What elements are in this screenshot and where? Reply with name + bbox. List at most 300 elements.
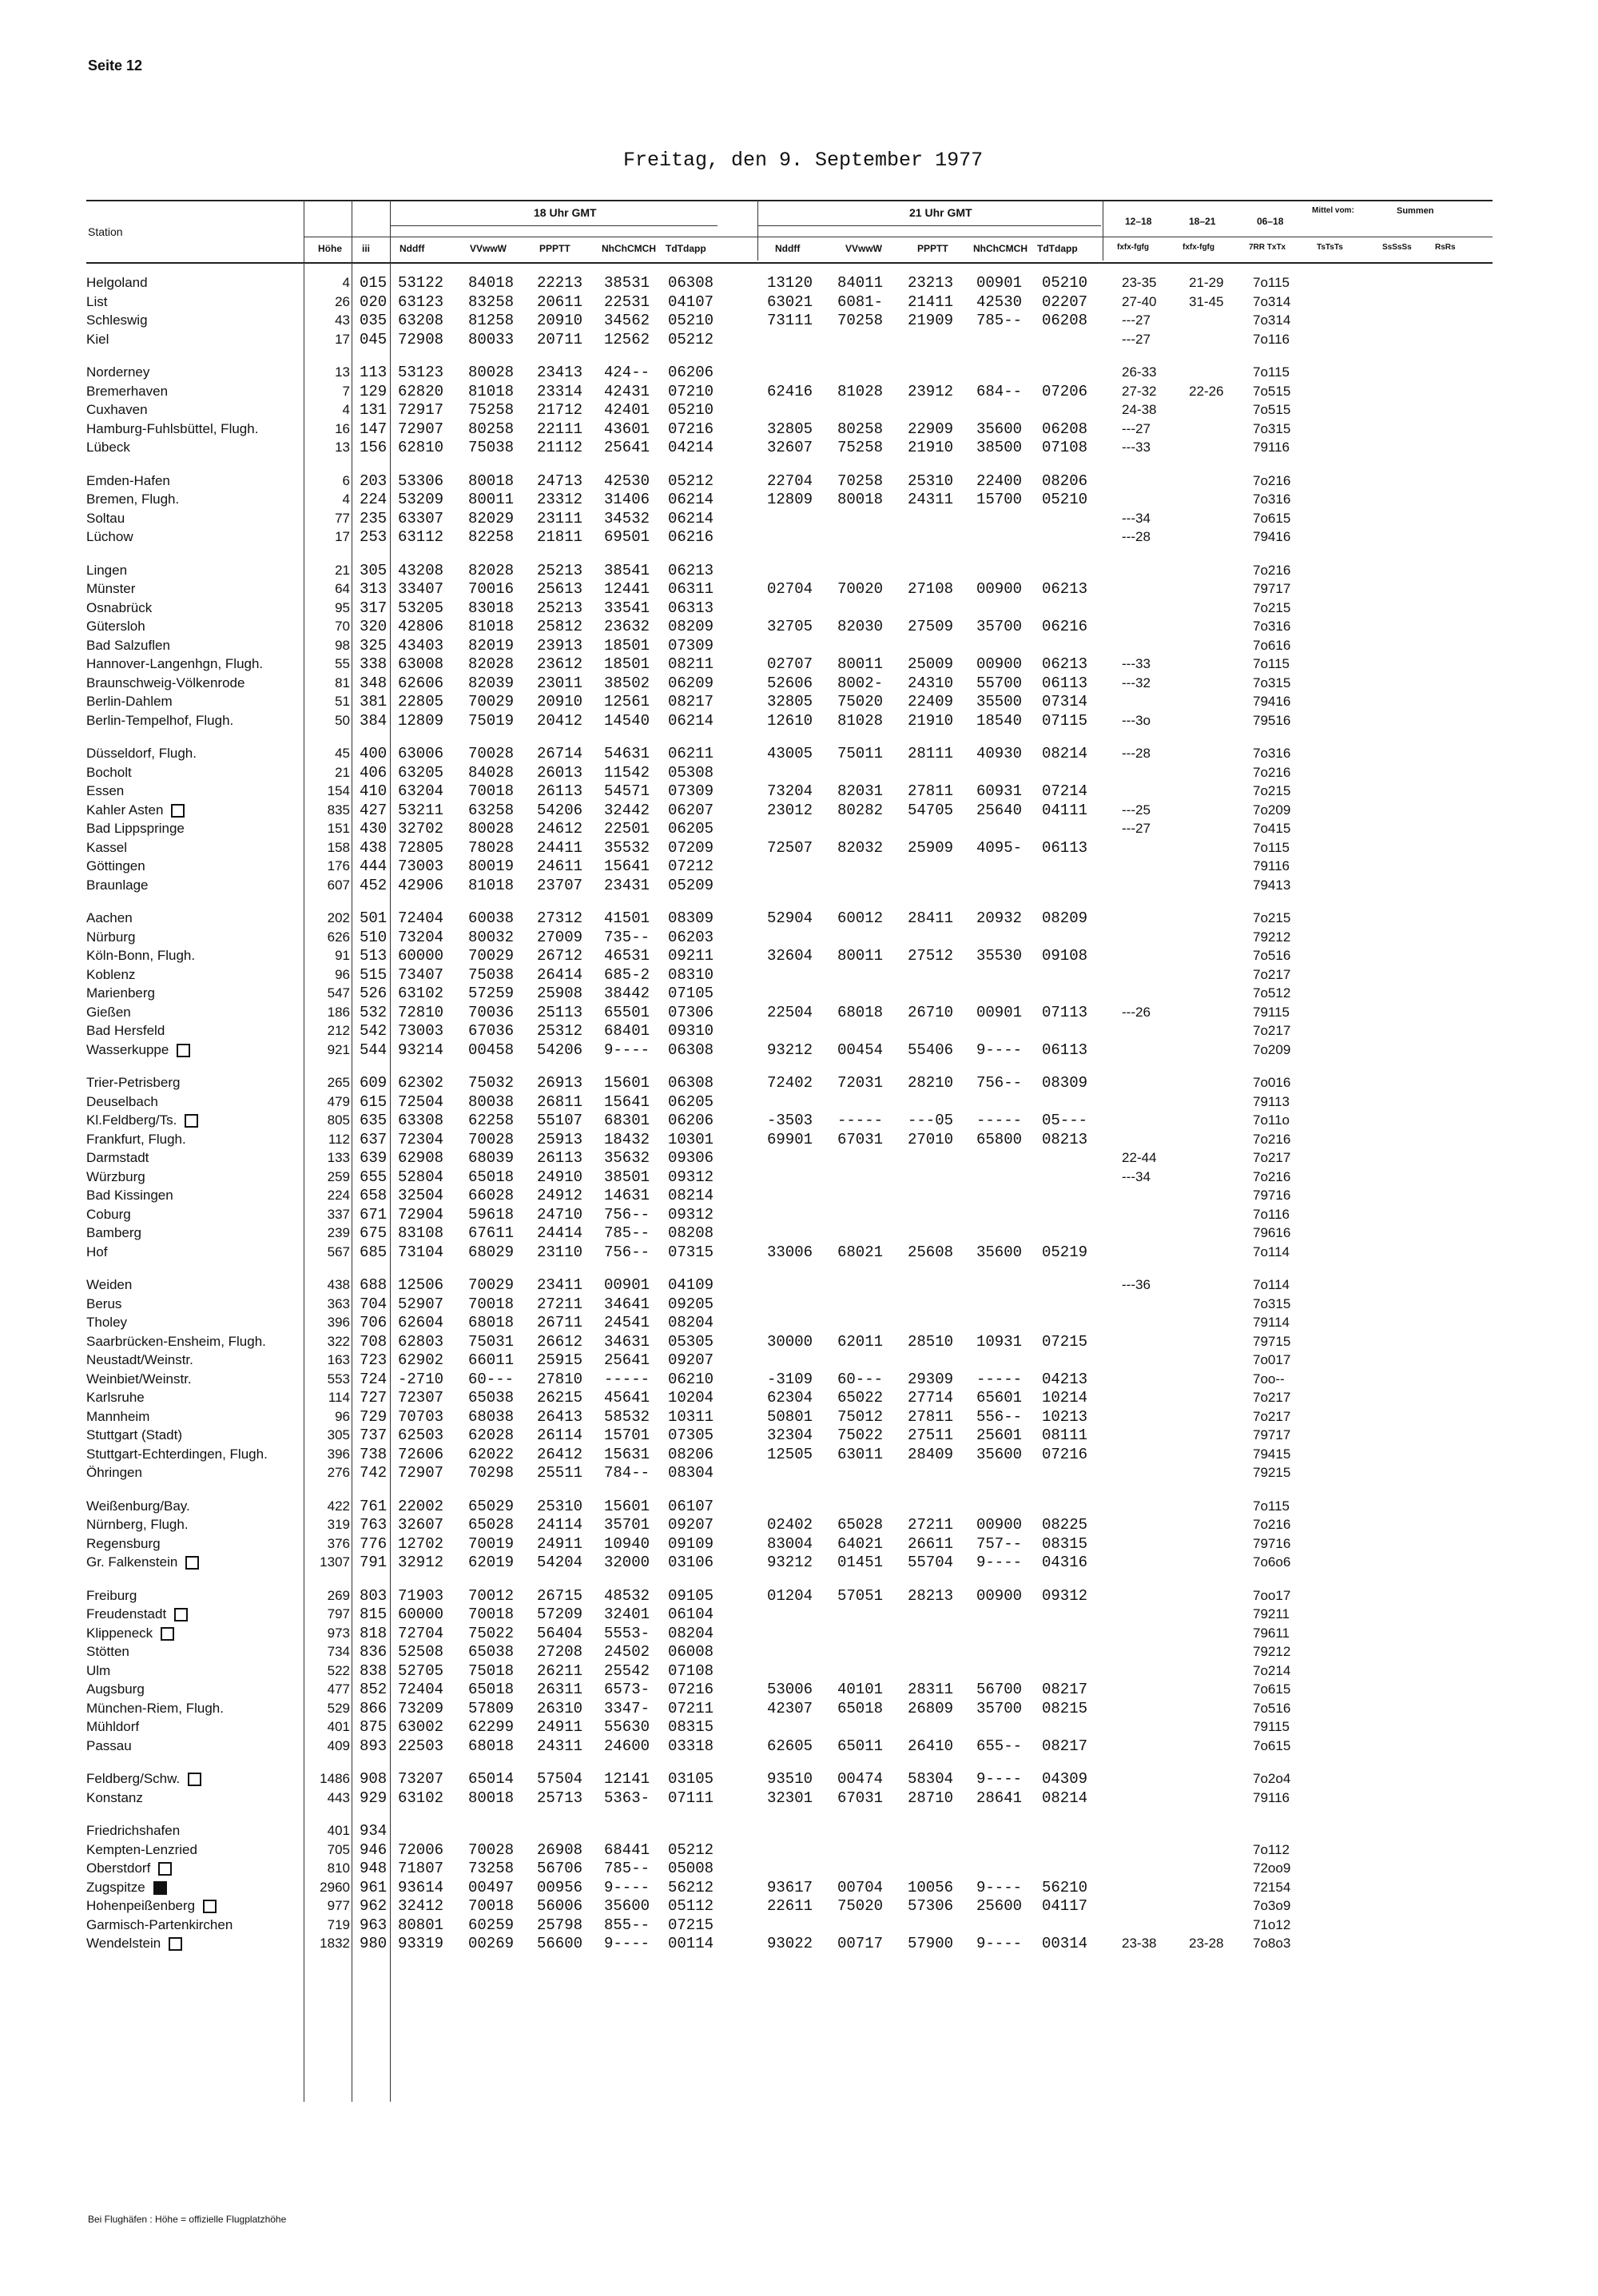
station-name: München-Riem, Flugh. bbox=[86, 1700, 224, 1716]
obs-18-4: 07111 bbox=[668, 1789, 714, 1807]
obs-18-4: 09310 bbox=[668, 1022, 714, 1040]
obs-18-0: 53122 bbox=[398, 274, 444, 292]
obs-18-4: 08209 bbox=[668, 618, 714, 635]
period-06-18: 7o017 bbox=[1253, 1352, 1291, 1367]
obs-18-1: 82258 bbox=[468, 528, 515, 546]
table-row bbox=[86, 1004, 1493, 1021]
obs-18-3: 38501 bbox=[604, 1168, 650, 1186]
obs-18-4: 07315 bbox=[668, 1243, 714, 1261]
table-row bbox=[86, 1314, 1493, 1331]
station-name: Hof bbox=[86, 1244, 108, 1259]
obs-21-4: 08217 bbox=[1042, 1681, 1088, 1698]
obs-18-2: 27810 bbox=[537, 1370, 583, 1388]
station-height: 186 bbox=[327, 1004, 350, 1020]
empty-square-icon bbox=[188, 1773, 201, 1786]
obs-21-4: 06113 bbox=[1042, 674, 1088, 692]
obs-21-0: 93510 bbox=[767, 1770, 813, 1788]
obs-18-1: 82028 bbox=[468, 655, 515, 673]
obs-18-0: 53211 bbox=[398, 801, 444, 819]
obs-18-0: 32607 bbox=[398, 1516, 444, 1534]
obs-18-0: 62503 bbox=[398, 1427, 444, 1444]
obs-18-1: 00269 bbox=[468, 1935, 515, 1952]
obs-18-1: 62258 bbox=[468, 1112, 515, 1129]
station-height: 51 bbox=[335, 694, 350, 709]
empty-square-icon bbox=[158, 1862, 172, 1876]
obs-21-4: 04111 bbox=[1042, 801, 1088, 819]
obs-18-4: 09105 bbox=[668, 1586, 714, 1605]
period-06-18: 7o512 bbox=[1253, 985, 1291, 1001]
obs-18-4: 07210 bbox=[668, 382, 714, 400]
table-row bbox=[86, 802, 1493, 819]
station-index: 639 bbox=[360, 1149, 388, 1167]
obs-21-2: 55406 bbox=[908, 1041, 954, 1059]
station-height: 305 bbox=[327, 1427, 350, 1442]
station-name: Passau bbox=[86, 1737, 132, 1753]
table-row bbox=[86, 1131, 1493, 1148]
station-index: 948 bbox=[360, 1860, 388, 1877]
obs-18-2: 24910 bbox=[537, 1168, 583, 1186]
station-name: Schleswig bbox=[86, 312, 148, 328]
obs-21-0: 52904 bbox=[767, 909, 813, 927]
period-06-18: 7o314 bbox=[1253, 293, 1291, 309]
station-height: 835 bbox=[327, 802, 350, 818]
obs-18-4: 06311 bbox=[668, 580, 714, 598]
obs-21-2: 57306 bbox=[908, 1897, 954, 1915]
obs-18-4: 06214 bbox=[668, 491, 714, 508]
obs-21-4: 06113 bbox=[1042, 838, 1088, 857]
period-06-18: 72oo9 bbox=[1253, 1860, 1291, 1876]
table-row bbox=[86, 1351, 1493, 1369]
station-name: Coburg bbox=[86, 1206, 131, 1222]
table-row bbox=[86, 1276, 1493, 1294]
station-index: 615 bbox=[360, 1092, 388, 1111]
col-s2: fxfx-fgfg bbox=[1183, 243, 1214, 252]
period-06-18: 7o215 bbox=[1253, 910, 1291, 925]
obs-18-1: 80258 bbox=[468, 420, 515, 438]
obs-18-4: 06214 bbox=[668, 711, 714, 730]
station-name: Cuxhaven bbox=[86, 402, 148, 417]
station-index: 253 bbox=[360, 528, 388, 546]
table-row bbox=[86, 1022, 1493, 1040]
obs-18-1: 81018 bbox=[468, 382, 515, 400]
obs-18-2: 26908 bbox=[537, 1840, 583, 1859]
obs-21-4: 06213 bbox=[1042, 655, 1088, 673]
obs-18-3: 23431 bbox=[604, 876, 650, 894]
obs-18-0: 12809 bbox=[398, 711, 444, 730]
page-number: Seite 12 bbox=[88, 58, 143, 74]
obs-18-4: 07212 bbox=[668, 858, 714, 875]
obs-18-0: 72307 bbox=[398, 1389, 444, 1407]
station-name: Düsseldorf, Flugh. bbox=[86, 746, 197, 761]
obs-18-4: 09306 bbox=[668, 1149, 714, 1167]
obs-18-0: 63205 bbox=[398, 763, 444, 782]
station-height: 259 bbox=[327, 1168, 350, 1184]
table-row bbox=[86, 364, 1493, 381]
obs-18-0: 73407 bbox=[398, 965, 444, 984]
station-name: Freiburg bbox=[86, 1587, 137, 1603]
obs-18-4: 10311 bbox=[668, 1407, 714, 1426]
station-index: 427 bbox=[360, 801, 388, 819]
obs-21-3: 4095- bbox=[976, 838, 1023, 857]
obs-18-4: 06205 bbox=[668, 1092, 714, 1111]
station-index: 438 bbox=[360, 838, 388, 857]
period-06-18: 7o217 bbox=[1253, 1023, 1291, 1038]
station-name: Wasserkuppe bbox=[86, 1041, 190, 1059]
obs-18-1: 60--- bbox=[468, 1370, 515, 1388]
station-index: 866 bbox=[360, 1699, 388, 1717]
station-index: 406 bbox=[360, 763, 388, 782]
obs-21-2: 54705 bbox=[908, 801, 954, 819]
col-s6: RsRs bbox=[1435, 243, 1456, 252]
obs-21-1: 75012 bbox=[837, 1407, 884, 1426]
period-06-18: 7o415 bbox=[1253, 821, 1291, 836]
table-row bbox=[86, 580, 1493, 598]
obs-18-4: 07309 bbox=[668, 782, 714, 800]
obs-18-4: 05308 bbox=[668, 763, 714, 782]
station-index: 727 bbox=[360, 1389, 388, 1407]
obs-18-0: 53306 bbox=[398, 472, 444, 490]
station-index: 706 bbox=[360, 1314, 388, 1331]
obs-18-4: 56212 bbox=[668, 1878, 714, 1896]
obs-18-1: 84028 bbox=[468, 763, 515, 782]
station-index: 542 bbox=[360, 1022, 388, 1040]
period-12-18: ---36 bbox=[1122, 1277, 1151, 1292]
filled-square-icon bbox=[153, 1881, 167, 1895]
station-height: 810 bbox=[327, 1860, 350, 1876]
obs-18-2: 24713 bbox=[537, 472, 583, 490]
obs-18-2: 56706 bbox=[537, 1860, 583, 1877]
obs-18-0: 62803 bbox=[398, 1332, 444, 1351]
obs-21-2: 28210 bbox=[908, 1074, 954, 1092]
station-height: 4 bbox=[342, 491, 350, 507]
station-height: 626 bbox=[327, 929, 350, 945]
obs-18-3: ----- bbox=[604, 1370, 650, 1388]
obs-21-4: 56210 bbox=[1042, 1878, 1088, 1896]
obs-21-3: 35700 bbox=[976, 618, 1023, 635]
obs-21-4: 08214 bbox=[1042, 745, 1088, 762]
station-name: Berlin-Tempelhof, Flugh. bbox=[86, 712, 234, 728]
station-index: 020 bbox=[360, 292, 388, 311]
station-height: 50 bbox=[335, 712, 350, 728]
period-06-18: 7o215 bbox=[1253, 599, 1291, 615]
station-name: Bocholt bbox=[86, 764, 132, 780]
obs-21-0: 12505 bbox=[767, 1445, 813, 1463]
obs-18-0: 63204 bbox=[398, 782, 444, 800]
obs-18-2: 24710 bbox=[537, 1205, 583, 1224]
table-row bbox=[86, 1822, 1493, 1840]
obs-21-1: 80258 bbox=[837, 420, 884, 438]
period-06-18: 7o217 bbox=[1253, 1390, 1291, 1405]
obs-18-2: 22213 bbox=[537, 274, 583, 292]
table-row bbox=[86, 1041, 1493, 1059]
obs-18-3: 32000 bbox=[604, 1554, 650, 1571]
obs-21-1: 8002- bbox=[837, 674, 884, 692]
obs-18-3: 12562 bbox=[604, 330, 650, 348]
obs-21-0: 32805 bbox=[767, 420, 813, 438]
obs-18-0: 32702 bbox=[398, 820, 444, 838]
station-index: 893 bbox=[360, 1737, 388, 1755]
obs-18-1: 65038 bbox=[468, 1643, 515, 1661]
obs-21-0: 02704 bbox=[767, 580, 813, 598]
table-row bbox=[86, 618, 1493, 635]
period-06-18: 7o116 bbox=[1253, 1206, 1290, 1222]
col-station: Station bbox=[88, 225, 123, 238]
obs-18-4: 08309 bbox=[668, 909, 714, 927]
table-row bbox=[86, 1408, 1493, 1426]
obs-18-2: 57504 bbox=[537, 1770, 583, 1788]
obs-18-1: 70028 bbox=[468, 1840, 515, 1859]
obs-18-2: 20910 bbox=[537, 312, 583, 329]
obs-18-2: 25310 bbox=[537, 1497, 583, 1515]
obs-18-3: 18432 bbox=[604, 1130, 650, 1148]
obs-18-3: 15641 bbox=[604, 858, 650, 875]
obs-18-3: 9---- bbox=[604, 1935, 650, 1952]
period-12-18: ---27 bbox=[1122, 331, 1151, 347]
obs-18-1: 70036 bbox=[468, 1003, 515, 1021]
station-name: Norderney bbox=[86, 364, 150, 380]
obs-21-4: 00314 bbox=[1042, 1935, 1088, 1952]
obs-18-0: 73104 bbox=[398, 1243, 444, 1261]
obs-18-1: 82029 bbox=[468, 509, 515, 527]
period-06-18: 7o315 bbox=[1253, 674, 1291, 690]
obs-21-3: 38500 bbox=[976, 439, 1023, 456]
obs-21-1: 81028 bbox=[837, 711, 884, 730]
station-index: 776 bbox=[360, 1534, 388, 1553]
obs-18-1: 70298 bbox=[468, 1464, 515, 1482]
obs-18-3: 68441 bbox=[604, 1840, 650, 1859]
table-row bbox=[86, 312, 1493, 329]
station-index: 980 bbox=[360, 1935, 388, 1952]
station-name: List bbox=[86, 293, 108, 309]
obs-18-2: 22111 bbox=[537, 420, 583, 438]
obs-18-0: 83108 bbox=[398, 1224, 444, 1242]
period-06-18: 79114 bbox=[1253, 1315, 1290, 1330]
obs-18-1: 82019 bbox=[468, 636, 515, 655]
group-21-uhr: 21 Uhr GMT bbox=[909, 206, 972, 219]
station-height: 95 bbox=[335, 599, 350, 615]
obs-18-3: 65501 bbox=[604, 1003, 650, 1021]
obs-21-0: 32301 bbox=[767, 1789, 813, 1807]
obs-21-2: 26710 bbox=[908, 1003, 954, 1021]
obs-18-0: 72404 bbox=[398, 909, 444, 927]
station-index: 129 bbox=[360, 382, 388, 400]
obs-21-1: 82030 bbox=[837, 618, 884, 635]
obs-18-0: 63308 bbox=[398, 1112, 444, 1129]
obs-18-2: 26113 bbox=[537, 782, 583, 800]
obs-18-3: 785-- bbox=[604, 1224, 650, 1242]
obs-21-1: 65018 bbox=[837, 1699, 884, 1717]
period-12-18: ---28 bbox=[1122, 746, 1151, 761]
period-12-18: 27-32 bbox=[1122, 383, 1157, 399]
station-name: Neustadt/Weinstr. bbox=[86, 1352, 193, 1367]
obs-18-1: 68018 bbox=[468, 1314, 515, 1331]
obs-18-2: 24311 bbox=[537, 1737, 583, 1755]
station-height: 719 bbox=[327, 1916, 350, 1932]
obs-21-0: 73111 bbox=[767, 312, 813, 329]
obs-18-0: 32912 bbox=[398, 1554, 444, 1571]
obs-18-3: 784-- bbox=[604, 1464, 650, 1482]
col-s5: SsSsSs bbox=[1382, 243, 1412, 252]
obs-21-4: 07108 bbox=[1042, 439, 1088, 456]
obs-18-4: 06008 bbox=[668, 1643, 714, 1661]
station-index: 962 bbox=[360, 1897, 388, 1915]
period-06-18: 7o216 bbox=[1253, 1517, 1291, 1532]
station-index: 708 bbox=[360, 1332, 388, 1351]
obs-18-0: 72404 bbox=[398, 1681, 444, 1698]
table-row bbox=[86, 820, 1493, 838]
station-height: 98 bbox=[335, 637, 350, 653]
obs-18-1: 81018 bbox=[468, 618, 515, 635]
obs-18-3: 3347- bbox=[604, 1699, 650, 1717]
period-06-18: 79416 bbox=[1253, 694, 1291, 709]
obs-21-3: 556-- bbox=[976, 1407, 1023, 1426]
station-name: Lüchow bbox=[86, 529, 133, 544]
obs-18-1: 80018 bbox=[468, 1789, 515, 1807]
obs-18-4: 05210 bbox=[668, 312, 714, 329]
obs-18-0: 72907 bbox=[398, 1464, 444, 1482]
obs-18-4: 03318 bbox=[668, 1737, 714, 1755]
obs-21-3: 25601 bbox=[976, 1427, 1023, 1444]
obs-18-1: 82039 bbox=[468, 674, 515, 692]
station-name: Saarbrücken-Ensheim, Flugh. bbox=[86, 1333, 266, 1349]
obs-18-0: 52804 bbox=[398, 1168, 444, 1186]
obs-18-4: 08204 bbox=[668, 1624, 714, 1642]
period-06-18: 7o217 bbox=[1253, 1150, 1291, 1165]
obs-18-3: 35701 bbox=[604, 1516, 650, 1534]
station-height: 805 bbox=[327, 1112, 350, 1128]
obs-18-0: 62902 bbox=[398, 1351, 444, 1369]
obs-21-1: 80018 bbox=[837, 491, 884, 508]
obs-21-0: 32705 bbox=[767, 618, 813, 635]
obs-18-0: 73207 bbox=[398, 1770, 444, 1788]
obs-18-2: 20412 bbox=[537, 711, 583, 730]
col-hoehe: Höhe bbox=[318, 243, 342, 254]
obs-21-1: 75020 bbox=[837, 693, 884, 710]
obs-18-0: 12506 bbox=[398, 1276, 444, 1294]
obs-18-4: 10301 bbox=[668, 1130, 714, 1148]
obs-18-3: 6573- bbox=[604, 1681, 650, 1698]
obs-21-0: 62304 bbox=[767, 1389, 813, 1407]
period-06-18: 79115 bbox=[1253, 1004, 1290, 1020]
table-row bbox=[86, 877, 1493, 894]
obs-18-4: 06313 bbox=[668, 599, 714, 617]
obs-18-2: 23707 bbox=[537, 876, 583, 894]
obs-21-3: ----- bbox=[976, 1112, 1023, 1129]
obs-18-3: 48532 bbox=[604, 1586, 650, 1605]
station-index: 131 bbox=[360, 401, 388, 419]
table-row bbox=[86, 1860, 1493, 1877]
col-06-18: 06–18 bbox=[1257, 216, 1284, 227]
station-index: 763 bbox=[360, 1516, 388, 1534]
station-name: Würzburg bbox=[86, 1168, 145, 1184]
period-06-18: 7o6o6 bbox=[1253, 1554, 1291, 1570]
station-height: 1832 bbox=[320, 1936, 350, 1951]
obs-18-3: 23632 bbox=[604, 618, 650, 635]
obs-18-2: 26113 bbox=[537, 1149, 583, 1167]
obs-21-3: 9---- bbox=[976, 1878, 1023, 1896]
obs-21-2: 28111 bbox=[908, 745, 954, 762]
obs-18-0: 73003 bbox=[398, 858, 444, 875]
obs-18-2: 25713 bbox=[537, 1789, 583, 1807]
obs-18-0: 72304 bbox=[398, 1130, 444, 1148]
obs-18-3: 42530 bbox=[604, 472, 650, 490]
station-height: 77 bbox=[335, 510, 350, 526]
period-06-18: 7o215 bbox=[1253, 783, 1291, 798]
station-name: Regensburg bbox=[86, 1535, 161, 1551]
obs-21-3: 00900 bbox=[976, 1516, 1023, 1534]
period-06-18: 7o515 bbox=[1253, 402, 1291, 417]
obs-18-4: 07108 bbox=[668, 1661, 714, 1680]
obs-21-2: 27512 bbox=[908, 947, 954, 965]
obs-21-1: 6081- bbox=[837, 292, 884, 311]
station-name: Ulm bbox=[86, 1662, 111, 1678]
station-height: 114 bbox=[328, 1390, 350, 1405]
obs-18-1: 81018 bbox=[468, 876, 515, 894]
obs-21-1: 70258 bbox=[837, 472, 884, 490]
obs-21-0: 22704 bbox=[767, 472, 813, 490]
obs-21-1: 84011 bbox=[837, 274, 884, 292]
station-name: Darmstadt bbox=[86, 1150, 149, 1165]
station-height: 21 bbox=[335, 562, 350, 578]
station-index: 348 bbox=[360, 674, 388, 692]
obs-21-2: 22909 bbox=[908, 420, 954, 438]
obs-18-4: 09207 bbox=[668, 1351, 714, 1369]
obs-18-3: 424-- bbox=[604, 364, 650, 381]
station-height: 977 bbox=[327, 1898, 350, 1913]
obs-18-3: 38541 bbox=[604, 561, 650, 579]
obs-21-2: 25310 bbox=[908, 472, 954, 490]
obs-21-1: 75020 bbox=[837, 1897, 884, 1915]
obs-18-4: 08214 bbox=[668, 1187, 714, 1204]
obs-21-3: 757-- bbox=[976, 1534, 1023, 1553]
obs-21-2: 28311 bbox=[908, 1681, 954, 1698]
station-index: 325 bbox=[360, 636, 388, 655]
obs-18-1: 65018 bbox=[468, 1681, 515, 1698]
obs-18-2: 24414 bbox=[537, 1224, 583, 1242]
obs-21-2: 25608 bbox=[908, 1243, 954, 1261]
obs-18-3: 12441 bbox=[604, 580, 650, 598]
obs-21-2: 26410 bbox=[908, 1737, 954, 1755]
obs-21-4: 08206 bbox=[1042, 472, 1088, 490]
group-18-uhr: 18 Uhr GMT bbox=[534, 206, 597, 219]
station-name: Zugspitze bbox=[86, 1879, 167, 1896]
obs-18-4: 06107 bbox=[668, 1497, 714, 1515]
obs-18-4: 06308 bbox=[668, 1041, 714, 1059]
obs-18-1: 62028 bbox=[468, 1427, 515, 1444]
obs-21-3: 55700 bbox=[976, 674, 1023, 692]
obs-21-2: 25909 bbox=[908, 838, 954, 857]
period-06-18: 72154 bbox=[1253, 1879, 1291, 1895]
obs-18-3: 12561 bbox=[604, 693, 650, 710]
period-12-18: ---27 bbox=[1122, 420, 1151, 436]
station-name: Münster bbox=[86, 581, 136, 596]
obs-18-0: 53123 bbox=[398, 364, 444, 381]
obs-18-1: 70018 bbox=[468, 1897, 515, 1915]
obs-18-2: 26715 bbox=[537, 1586, 583, 1605]
table-row bbox=[86, 439, 1493, 456]
obs-18-0: 63002 bbox=[398, 1718, 444, 1736]
period-06-18: 7o516 bbox=[1253, 1700, 1291, 1716]
obs-21-0: 63021 bbox=[767, 292, 813, 311]
obs-18-0: 33407 bbox=[398, 580, 444, 598]
obs-18-1: 75032 bbox=[468, 1074, 515, 1092]
obs-18-1: 80018 bbox=[468, 472, 515, 490]
station-height: 4 bbox=[342, 402, 350, 417]
period-06-18: 7o216 bbox=[1253, 1131, 1291, 1147]
obs-18-3: 34562 bbox=[604, 312, 650, 329]
obs-18-0: 63307 bbox=[398, 509, 444, 527]
obs-21-4: 05--- bbox=[1042, 1112, 1088, 1129]
